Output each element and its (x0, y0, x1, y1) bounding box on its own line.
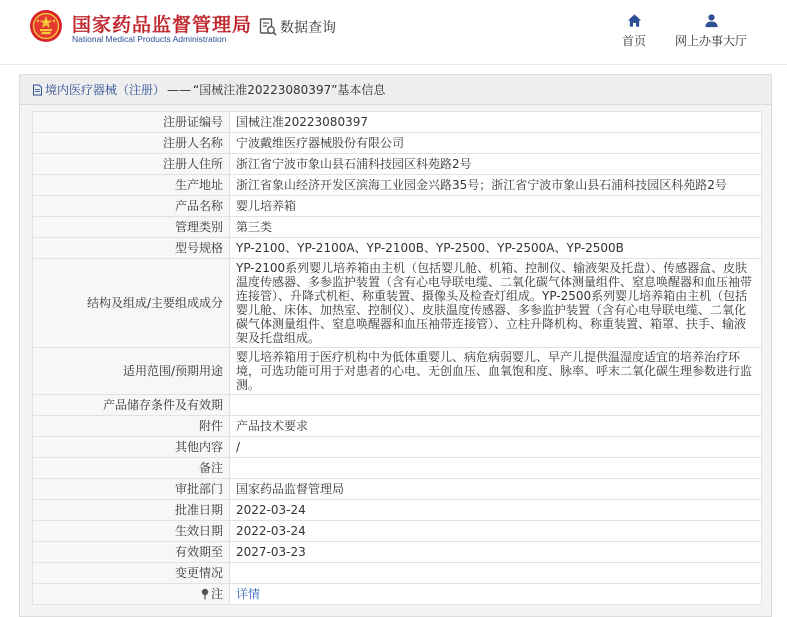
table-row (33, 416, 762, 437)
registration-info-table (32, 111, 762, 605)
table-row (33, 479, 762, 500)
row-label: 附件 (33, 416, 230, 437)
row-label: 产品储存条件及有效期 (33, 395, 230, 416)
row-label: 生效日期 (33, 521, 230, 542)
panel-title (20, 75, 771, 105)
detail-panel (19, 74, 772, 617)
row-label: 其他内容 (33, 437, 230, 458)
table-row (33, 542, 762, 563)
table-row (33, 217, 762, 238)
table-row (33, 175, 762, 196)
header-divider (0, 64, 787, 65)
table-row (33, 458, 762, 479)
user-icon (704, 13, 719, 28)
row-value: 2022-03-24 (230, 500, 762, 521)
site-logo-title[interactable]: 国家药品监督管理局 (72, 14, 253, 36)
note-row-label (33, 584, 230, 605)
row-value: 2022-03-24 (230, 521, 762, 542)
row-value (230, 395, 762, 416)
panel-title-record: “国械注准20223080397”基本信息 (193, 83, 386, 97)
data-query-link[interactable] (258, 17, 336, 37)
national-emblem-icon (29, 9, 63, 43)
row-label: 注册证编号 (33, 112, 230, 133)
row-value (230, 458, 762, 479)
nav-home-label: 首页 (622, 34, 647, 48)
site-header (0, 0, 787, 62)
table-row (33, 348, 762, 395)
row-value: 宁波戴维医疗器械股份有限公司 (230, 133, 762, 154)
table-row (33, 395, 762, 416)
row-label: 产品名称 (33, 196, 230, 217)
row-label: 变更情况 (33, 563, 230, 584)
row-label: 有效期至 (33, 542, 230, 563)
site-logo-subtitle[interactable]: National Medical Products Administration (72, 34, 227, 44)
document-search-icon (258, 17, 278, 37)
table-row (33, 584, 762, 605)
table-row (33, 563, 762, 584)
panel-title-separator: —— (167, 82, 192, 97)
row-value: 浙江省象山经济开发区滨海工业园金兴路35号；浙江省宁波市象山县石浦科技园区科苑路2号 (230, 175, 762, 196)
row-label: 生产地址 (33, 175, 230, 196)
row-label: 型号规格 (33, 238, 230, 259)
document-icon (32, 84, 43, 96)
table-row (33, 196, 762, 217)
row-label: 结构及组成/主要组成成分 (33, 259, 230, 348)
home-icon (627, 13, 642, 28)
nav-online-office[interactable] (674, 13, 748, 49)
row-value: 浙江省宁波市象山县石浦科技园区科苑路2号 (230, 154, 762, 175)
table-row (33, 437, 762, 458)
row-label: 审批部门 (33, 479, 230, 500)
table-row (33, 112, 762, 133)
table-row (33, 500, 762, 521)
row-label: 批准日期 (33, 500, 230, 521)
nav-home[interactable] (622, 13, 646, 49)
table-row (33, 238, 762, 259)
table-row (33, 521, 762, 542)
row-value (230, 584, 762, 605)
row-label: 备注 (33, 458, 230, 479)
row-value: / (230, 437, 762, 458)
row-label: 注 (210, 587, 223, 601)
row-value (230, 563, 762, 584)
row-value: 婴儿培养箱用于医疗机构中为低体重婴儿、病危病弱婴儿、早产儿提供温湿度适宜的培养治疗环境，可选功能可用于对患者的心电、无创血压、血氧饱和度、脉率、呼末二氧化碳生理参数进行监测。 (230, 348, 762, 395)
row-value: 婴儿培养箱 (230, 196, 762, 217)
table-row (33, 259, 762, 348)
panel-title-category[interactable]: 境内医疗器械（注册） (45, 83, 166, 97)
row-value: YP-2100、YP-2100A、YP-2100B、YP-2500、YP-2500A、YP-2500B (230, 238, 762, 259)
details-link[interactable]: 详情 (236, 587, 261, 601)
row-label: 适用范围/预期用途 (33, 348, 230, 395)
row-value: 第三类 (230, 217, 762, 238)
row-value: 国械注准20223080397 (230, 112, 762, 133)
table-row (33, 133, 762, 154)
row-label: 注册人名称 (33, 133, 230, 154)
row-label: 管理类别 (33, 217, 230, 238)
row-value: 国家药品监督管理局 (230, 479, 762, 500)
row-value: 2027-03-23 (230, 542, 762, 563)
nav-online-office-label: 网上办事大厅 (674, 34, 747, 48)
data-query-label: 数据查询 (280, 20, 336, 36)
row-label: 注册人住所 (33, 154, 230, 175)
table-row (33, 154, 762, 175)
row-value: 产品技术要求 (230, 416, 762, 437)
row-value: YP-2100系列婴儿培养箱由主机（包括婴儿舱、机箱、控制仪、输液架及托盘）、传感器盒、皮肤温度传感器、多参监护装置（含有心电导联电缆、二氧化碳气体测量组件、窒息唤醒器和血压袖带连接管）、升降式机柜、称重装置、摄像头及检查灯组成。YP-2500系列婴儿培养箱由主机（包括婴儿舱、床体、加热室、控制仪）、皮肤温度传感器、多参监护装置（含有心电导联电缆、二氧化碳气体测量组件、窒息唤醒器和血压袖带连接管）、立柱升降机构、称重装置、箱罩、扶手、输液架及托盘组成。 (230, 259, 762, 348)
pin-icon (200, 588, 210, 600)
